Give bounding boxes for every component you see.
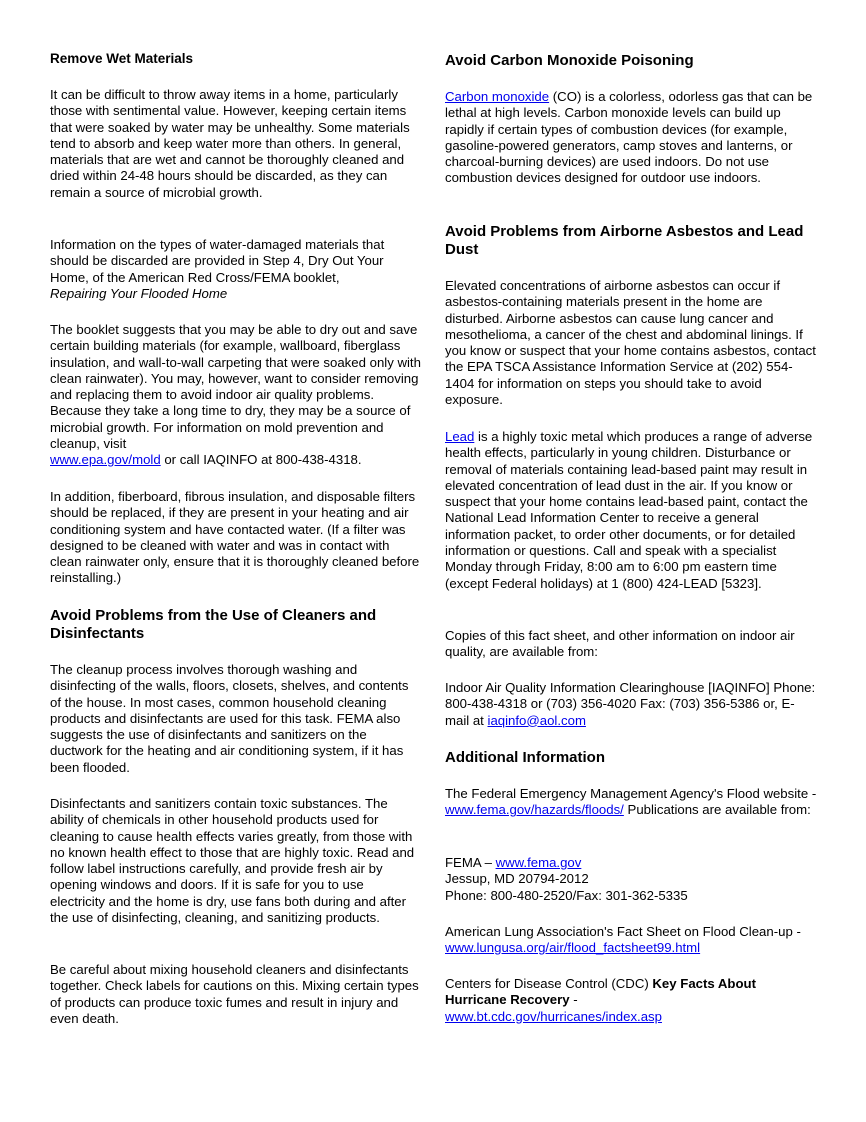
cdc-hurricanes-link[interactable]: www.bt.cdc.gov/hurricanes/index.asp	[445, 1008, 662, 1024]
fema-label: FEMA –	[445, 855, 496, 870]
booklet-title: Repairing Your Flooded Home	[50, 285, 228, 301]
co-heading: Avoid Carbon Monoxide Poisoning	[445, 52, 694, 69]
fema-address: Jessup, MD 20794-2012	[445, 871, 589, 887]
cdc-dash: -	[569, 992, 578, 1008]
lead-text: is a highly toxic metal which produces a range of adverse health effects, particularly in young children. Disturbance or removal of materials containing lead-based paint may result in elevated concentration of lead dust in the air. If you know or suspect that your home contains lead-based paint, contact the National Lead Information Center to receive a general information packet, to order other documents, or for detailed information or questions. Call and speak with a specialist Monday through Friday, 8:00 am to 6:00 pm eastern time (except Federal holidays) at 1 (800) 424-LEAD [5323].	[445, 429, 813, 591]
lungusa-link[interactable]: www.lungusa.org/air/flood_factsheet99.html	[445, 940, 701, 956]
iaqinfo-email-link[interactable]: iaqinfo@aol.com	[487, 712, 586, 728]
iaqinfo-text: Indoor Air Quality Information Clearinghouse [IAQINFO] Phone: 800-438-4318 or (703) 356-4020 Fax: (703) 356-5386 or, E-mail at	[445, 680, 816, 728]
cdc-paragraph	[445, 976, 817, 1025]
copies-paragraph: Copies of this fact sheet, and other information on indoor air quality, are available from:	[445, 628, 795, 660]
remove-wet-p1-block	[50, 87, 422, 201]
asbestos-paragraph-1: Elevated concentrations of airborne asbestos can occur if asbestos-containing materials present in the home are disturbed. Airborne asbestos can cause lung cancer and mesothelioma, a cancer of the chest and abdominal linings. If you know or suspect that your home contains asbestos, contact the EPA TSCA Assistance Information Service at (202) 554-1404 for information on steps you should take to avoid exposure.	[445, 278, 816, 408]
remove-wet-p2-text: Information on the types of water-damaged materials that should be discarded are provided in Step 4, Dry Out Your Home, of the American Red Cross/FEMA booklet,	[50, 237, 385, 285]
fema-website-tail: Publications are available from:	[623, 802, 811, 818]
epa-mold-link[interactable]: www.epa.gov/mold	[50, 452, 161, 468]
carbon-monoxide-link[interactable]: Carbon monoxide	[445, 89, 550, 104]
fema-website-text: The Federal Emergency Management Agency's Flood website -	[445, 786, 817, 801]
remove-wet-p4-block	[50, 489, 422, 587]
cleaners-paragraph-2: Disinfectants and sanitizers contain toxic substances. The ability of chemicals in other household products used for cleaning to cause health effects varies greatly, from those with no known health effect to those that are highly toxic. Read and follow label instructions carefully, and provide fresh air by opening windows and doors. If it is safe for you to use electricity and the home is dry, use fans both during and after the use of disinfecting, cleaning, and sanitizing products.	[50, 796, 415, 926]
remove-wet-paragraph-4: In addition, fiberboard, fibrous insulation, and disposable filters should be replaced, if they are present in your heating and air conditioning system and have contacted water. (If a filter was designed to be cleaned with water and was in contact with clean rainwater only, ensure that it is thoroughly cleaned before reinstalling.)	[50, 489, 420, 586]
remove-wet-paragraph-2	[50, 237, 422, 302]
remove-wet-heading-block	[50, 50, 422, 67]
cleaners-p3-block	[50, 962, 422, 1027]
cleaners-heading-block	[50, 607, 422, 643]
cleaners-paragraph-1: The cleanup process involves thorough washing and disinfecting of the walls, floors, closets, shelves, and contents of the house. In most cases, common household cleaning products and disinfectants are used for this task. FEMA also suggests the use of disinfectants and sanitizers on the ductwork for the heating and air conditioning system, if it has been flooded.	[50, 662, 409, 775]
additional-info-heading: Additional Information	[445, 749, 605, 766]
cleaners-p2-block	[50, 796, 422, 926]
fema-phone: Phone: 800-480-2520/Fax: 301-362-5335	[445, 887, 688, 903]
co-text: (CO) is a colorless, odorless gas that can be lethal at high levels. Carbon monoxide levels can build up rapidly if certain types of combustion devices (for example, gasoline-powered generators, camp stoves and lanterns, or charcoal-burning devices) are used indoors. Do not use combustion devices designed for outdoor use indoors.	[445, 89, 813, 186]
asbestos-heading: Avoid Problems from Airborne Asbestos and Lead Dust	[445, 223, 804, 258]
lung-association-paragraph	[445, 924, 817, 957]
asbestos-p1-block	[445, 278, 817, 408]
co-p-block	[445, 89, 817, 187]
cleaners-heading: Avoid Problems from the Use of Cleaners and Disinfectants	[50, 607, 377, 642]
fema-gov-link[interactable]: www.fema.gov	[495, 855, 582, 870]
fema-website-paragraph	[445, 786, 817, 819]
asbestos-heading-block	[445, 223, 817, 259]
co-heading-block	[445, 52, 817, 70]
fema-floods-link[interactable]: www.fema.gov/hazards/floods/	[445, 802, 624, 818]
cleaners-paragraph-3: Be careful about mixing household cleaners and disinfectants together. Check labels for cautions on this. Mixing certain types of products can produce toxic fumes and result in injury and even death.	[50, 962, 419, 1026]
lung-p-block	[445, 924, 817, 957]
cdc-p-block	[445, 976, 817, 1025]
remove-wet-p3-block	[50, 322, 422, 469]
copies-p-block	[445, 628, 817, 661]
cdc-key-facts: Key Facts About Hurricane Recovery	[445, 976, 756, 1008]
co-paragraph	[445, 89, 817, 187]
cleaners-p1-block	[50, 662, 422, 776]
lead-p-block	[445, 429, 817, 592]
remove-wet-p3-text: The booklet suggests that you may be able to dry out and save certain building materials (for example, wallboard, fiberglass insulation, and wall-to-wall carpeting that were soaked only with clean rainwater). You may, however, want to consider removing and replacing them to avoid indoor air quality problems. Because they take a long time to dry, they may be a source of microbial growth. For information on mold prevention and cleanup, visit	[50, 322, 421, 452]
lung-text: American Lung Association's Fact Sheet on Flood Clean-up -	[445, 924, 801, 939]
remove-wet-heading: Remove Wet Materials	[50, 51, 194, 66]
remove-wet-p2-block	[50, 237, 422, 302]
remove-wet-paragraph-1: It can be difficult to throw away items in a home, particularly those with sentimental value. However, keeping certain items that were soaked by water may be unhealthy. Some materials tend to absorb and keep water more than others. In general, materials that are wet and cannot be thoroughly cleaned and dried within 24-48 hours should be discarded, as they can remain a source of microbial growth.	[50, 87, 410, 200]
lead-link[interactable]: Lead	[445, 429, 475, 444]
additional-heading-block	[445, 749, 817, 767]
remove-wet-paragraph-3	[50, 322, 422, 469]
fema-contact-block	[445, 855, 817, 904]
fema-website-p-block	[445, 786, 817, 819]
iaqinfo-paragraph	[445, 680, 817, 729]
fema-contact	[445, 855, 817, 904]
remove-wet-p3-tail: or call IAQINFO at 800-438-4318.	[160, 452, 362, 468]
cdc-text: Centers for Disease Control (CDC)	[445, 976, 653, 991]
iaqinfo-p-block	[445, 680, 817, 729]
lead-paragraph	[445, 429, 817, 592]
